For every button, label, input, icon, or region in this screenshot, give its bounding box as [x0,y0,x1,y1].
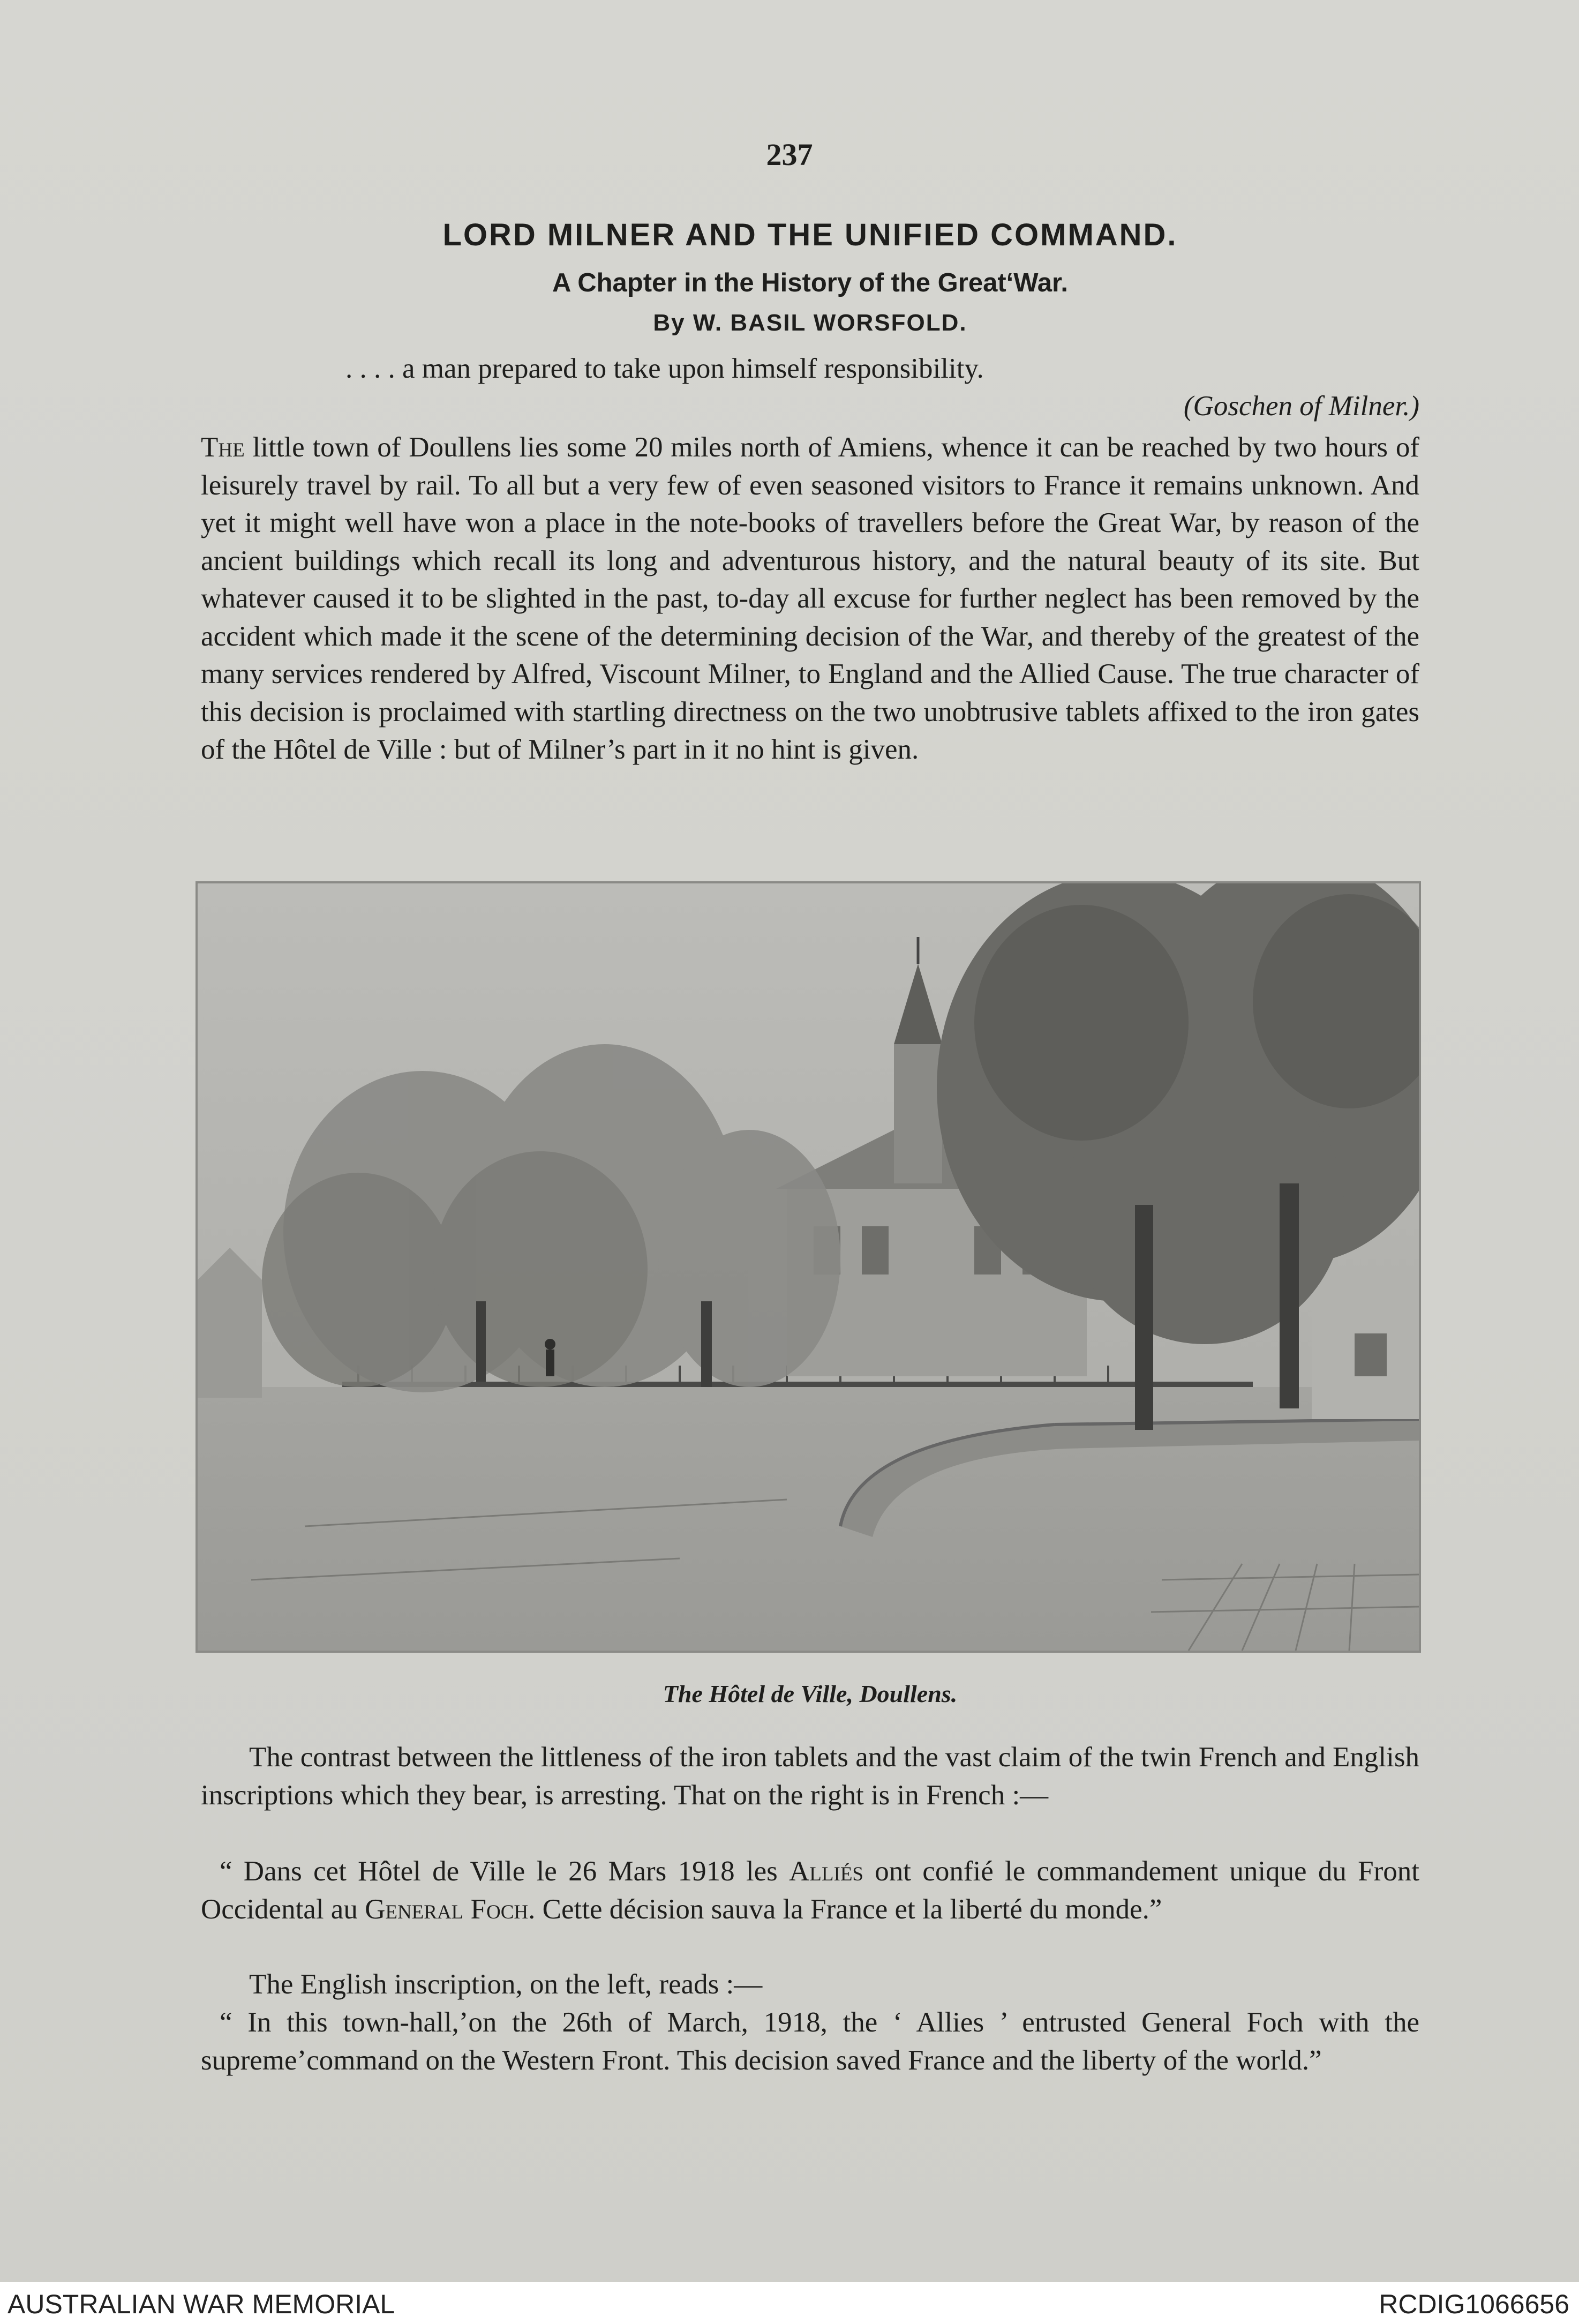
page-number: 237 [766,137,813,172]
paragraph-1-lead: The [201,432,245,463]
paragraph-3 [201,1853,1419,1928]
article-subtitle: A Chapter in the History of the GreatʻWar. [552,268,1068,297]
paragraph-1 [201,429,1419,769]
paragraph-4: The English inscription, on the left, reads :— [249,1969,763,2000]
footer-record-id: RCDIG1066656 [1379,2289,1569,2319]
paragraph-5: “ In this town-hall,’on the 26th of March, 1918, the ‘ Allies ’ entrusted General Foch with the supreme’command on the Western Front. This decision saved France and the liberty of the world.” [201,2007,1419,2076]
epigraph-source: (Goschen of Milner.) [1183,391,1419,422]
paragraph-3-part: ont confié le commandement unique du Front Occidental au [201,1856,1419,1925]
epigraph: . . . . a man prepared to take upon himself responsibility. [345,353,984,384]
archive-footer [0,2282,1579,2324]
footer-archive-name: AUSTRALIAN WAR MEMORIAL [7,2289,395,2319]
article-title: LORD MILNER AND THE UNIFIED COMMAND. [442,218,1178,252]
hotel-de-ville-sketch-icon [196,881,1421,1653]
paragraph-3-part: “ Dans cet Hôtel de Ville le 26 Mars 1918 les [220,1856,790,1887]
paragraph-3-foch: General Foch [365,1893,529,1925]
illustration-caption: The Hôtel de Ville, Doullens. [663,1680,958,1707]
paragraph-2: The contrast between the littleness of the iron tablets and the vast claim of the twin French and English inscriptions which they bear, is arresting. That on the right is in French :— [201,1742,1419,1811]
paragraph-1-text: little town of Doullens lies some 20 miles north of Amiens, whence it can be reached by two hours of leisurely travel by rail. To all but a very few of even seasoned visitors to France it remains unknown. And yet it might well have won a place in the note-books of travellers before the Great War, by reason of the ancient buildings which recall its long and adventurous history, and the natural beauty of its site. But whatever caused it to be slighted in the past, to-day all excuse for further neglect has been removed by the accident which made it the scene of the determining decision of the War, and thereby of the greatest of the many services rendered by Alfred, Viscount Milner, to England and the Allied Cause. The true character of this decision is proclaimed with startling directness on the two unobtrusive tablets affixed to the iron gates of the Hôtel de Ville : but of Milner’s part in it no hint is given. [201,432,1419,765]
paragraph-3-allies: Alliés [789,1856,863,1887]
article-byline: By W. BASIL WORSFOLD. [653,310,967,336]
paragraph-3-part: . Cette décision sauva la France et la liberté du monde.” [528,1893,1162,1925]
